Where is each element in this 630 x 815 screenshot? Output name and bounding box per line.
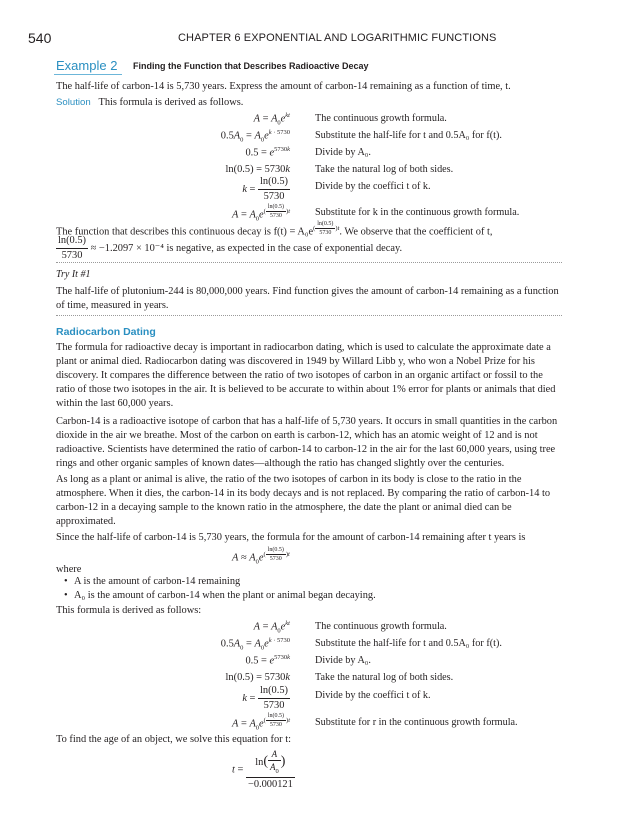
desc-1-3: Divide by A₀.	[315, 147, 371, 158]
try-it-label: Try It #1	[56, 269, 91, 280]
where-label: where	[56, 564, 82, 575]
age-formula: t = ln( $\frac{A}{A_0}$ ) −0.000121	[232, 749, 293, 790]
desc-1-6: Substitute for k in the continuous growth formula.	[315, 207, 520, 218]
eq-2-6: $A = A_0e^{( \frac{\ln(0.5)}{5730} )t}$	[232, 713, 290, 732]
desc-1-4: Take the natural log of both sides.	[315, 164, 454, 175]
chapter-header	[178, 31, 496, 46]
divider-bottom	[56, 315, 562, 316]
chapter-number: CHAPTER 6	[178, 32, 241, 44]
paragraph-3: As long as a plant or animal is alive, the ratio of the two isotopes of carbon in its body is close to the ratio in the atmosphere. When it dies, the carbon-14 in its body decays and is not replaced. By comparing the ratio of carbon-14 to carbon-12 in a decaying sample to the known ratio in the atmosphere, the date the plant or animal died can be approximated.	[56, 474, 551, 528]
eq-2-4: ln(0.5) = 5730k	[225, 672, 290, 683]
page-number: 540	[28, 30, 52, 46]
conclusion-line-2: $\frac{\ln(0.5)}{5730}$ ≈ −1.2097 × 10⁻⁴ is negative, as expected in the case of exponential decay.	[58, 235, 403, 262]
example-label: Example 2	[56, 58, 118, 73]
desc-2-5: Divide by the coeffici t of k.	[315, 690, 431, 701]
paragraph-1: The formula for radioactive decay is important in radiocarbon dating, which is used to calculate the approximate date a plant or animal died. Radiocarbon dating was discovered in 1949 by Willard Libb y, who won a Nobel Prize for his discovery. It compares the difference between the ratio of two isotopes of carbon in an organic artifact or fossil to the ratio of those two isotopes in the air. It is believed to be accurate to within about 1% error for plants or animals that died within the last 60,000 years.	[56, 342, 556, 410]
eq-1-1: $A = A_0e^{kt}$	[253, 112, 290, 127]
paragraph-4: Since the half-life of carbon-14 is 5,730 years, the formula for the amount of carbon-14 remaining after t years is	[56, 532, 526, 543]
solution-label: Solution	[56, 97, 91, 108]
eq-2-5: k = $\frac{\ln(0.5)}{5730}$	[242, 685, 288, 712]
eq-2-3: $0.5 = e^{5730k}$	[245, 654, 290, 667]
desc-1-5: Divide by the coeffici t of k.	[315, 181, 431, 192]
desc-2-2: Substitute the half-life for t and 0.5A₀ for f(t).	[315, 638, 502, 649]
eq-1-5: k = $\frac{\ln(0.5)}{5730}$	[242, 176, 288, 203]
conclusion-line-1: The function that describes this continuous decay is $f(t) = A_0e^{( \frac{\ln(0.5)}{5730} )t}$. We observe that the coefficient of t,	[56, 221, 493, 238]
desc-1-1: The continuous growth formula.	[315, 113, 447, 124]
eq-1-3: $0.5 = e^{5730k}$	[245, 146, 290, 159]
conclusion-text-a: The function that describes this continuous decay is f(t) = A₀e	[56, 226, 314, 238]
eq-2-1: $A = A_0e^{kt}$	[253, 620, 290, 635]
desc-2-3: Divide by A₀.	[315, 655, 371, 666]
eq-1-6: $A = A_0e^{( \frac{\ln(0.5)}{5730} )t}$	[232, 204, 290, 223]
paragraph-5: This formula is derived as follows:	[56, 605, 202, 616]
example-title: Finding the Function that Describes Radioactive Decay	[133, 61, 369, 71]
desc-2-4: Take the natural log of both sides.	[315, 672, 454, 683]
solution-text: This formula is derived as follows.	[98, 97, 244, 108]
desc-2-6: Substitute for r in the continuous growth formula.	[315, 717, 518, 728]
try-it-text: The half-life of plutonium-244 is 80,000,000 years. Find function gives the amount of carbon-14 remaining as a function of time, measured in years.	[56, 286, 559, 312]
solution-line	[56, 96, 562, 110]
radiocarbon-formula: $A \approx A_0e^{( \frac{\ln(0.5)}{5730} )t}$	[232, 547, 290, 566]
section-heading: Radiocarbon Dating	[56, 326, 156, 338]
desc-1-2: Substitute the half-life for t and 0.5A₀ for f(t).	[315, 130, 502, 141]
conclusion-text-b: . We observe that the coefficient of t,	[339, 226, 493, 238]
list-item: • A₀ is the amount of carbon-14 when the plant or animal began decaying.	[74, 589, 376, 603]
desc-2-1: The continuous growth formula.	[315, 621, 447, 632]
conclusion-text-c: ≈ −1.2097 × 10⁻⁴ is negative, as expected in the case of exponential decay.	[90, 242, 403, 254]
list-item: • A is the amount of carbon-14 remaining	[74, 575, 376, 589]
example-intro: The half-life of carbon-14 is 5,730 years. Express the amount of carbon-14 remaining as a function of time, t.	[56, 81, 511, 92]
definition-list	[74, 575, 376, 603]
example-underline	[54, 74, 122, 75]
eq-1-4: ln(0.5) = 5730k	[225, 164, 290, 175]
chapter-title: EXPONENTIAL AND LOGARITHMIC FUNCTIONS	[243, 32, 497, 44]
divider-top	[56, 262, 562, 263]
eq-2-2: $0.5A_0 = A_0e^{k \cdot 5730}$	[220, 637, 290, 652]
paragraph-6: To find the age of an object, we solve this equation for t:	[56, 734, 292, 745]
eq-1-2: $0.5A_0 = A_0e^{k \cdot 5730}$	[220, 129, 290, 144]
paragraph-2: Carbon-14 is a radioactive isotope of carbon that has a half-life of 5,730 years. It occurs in small quantities in the carbon dioxide in the air we breathe. Most of the carbon on earth is carbon-12, which has an atomic weight of 12 and is not radioactive. Scientists have determined the ratio of carbon-14 to carbon-12 in the air for the last 60,000 years, using tree rings and other organic samples of known dates—although the ratio has changed slightly over the centuries.	[56, 416, 558, 470]
